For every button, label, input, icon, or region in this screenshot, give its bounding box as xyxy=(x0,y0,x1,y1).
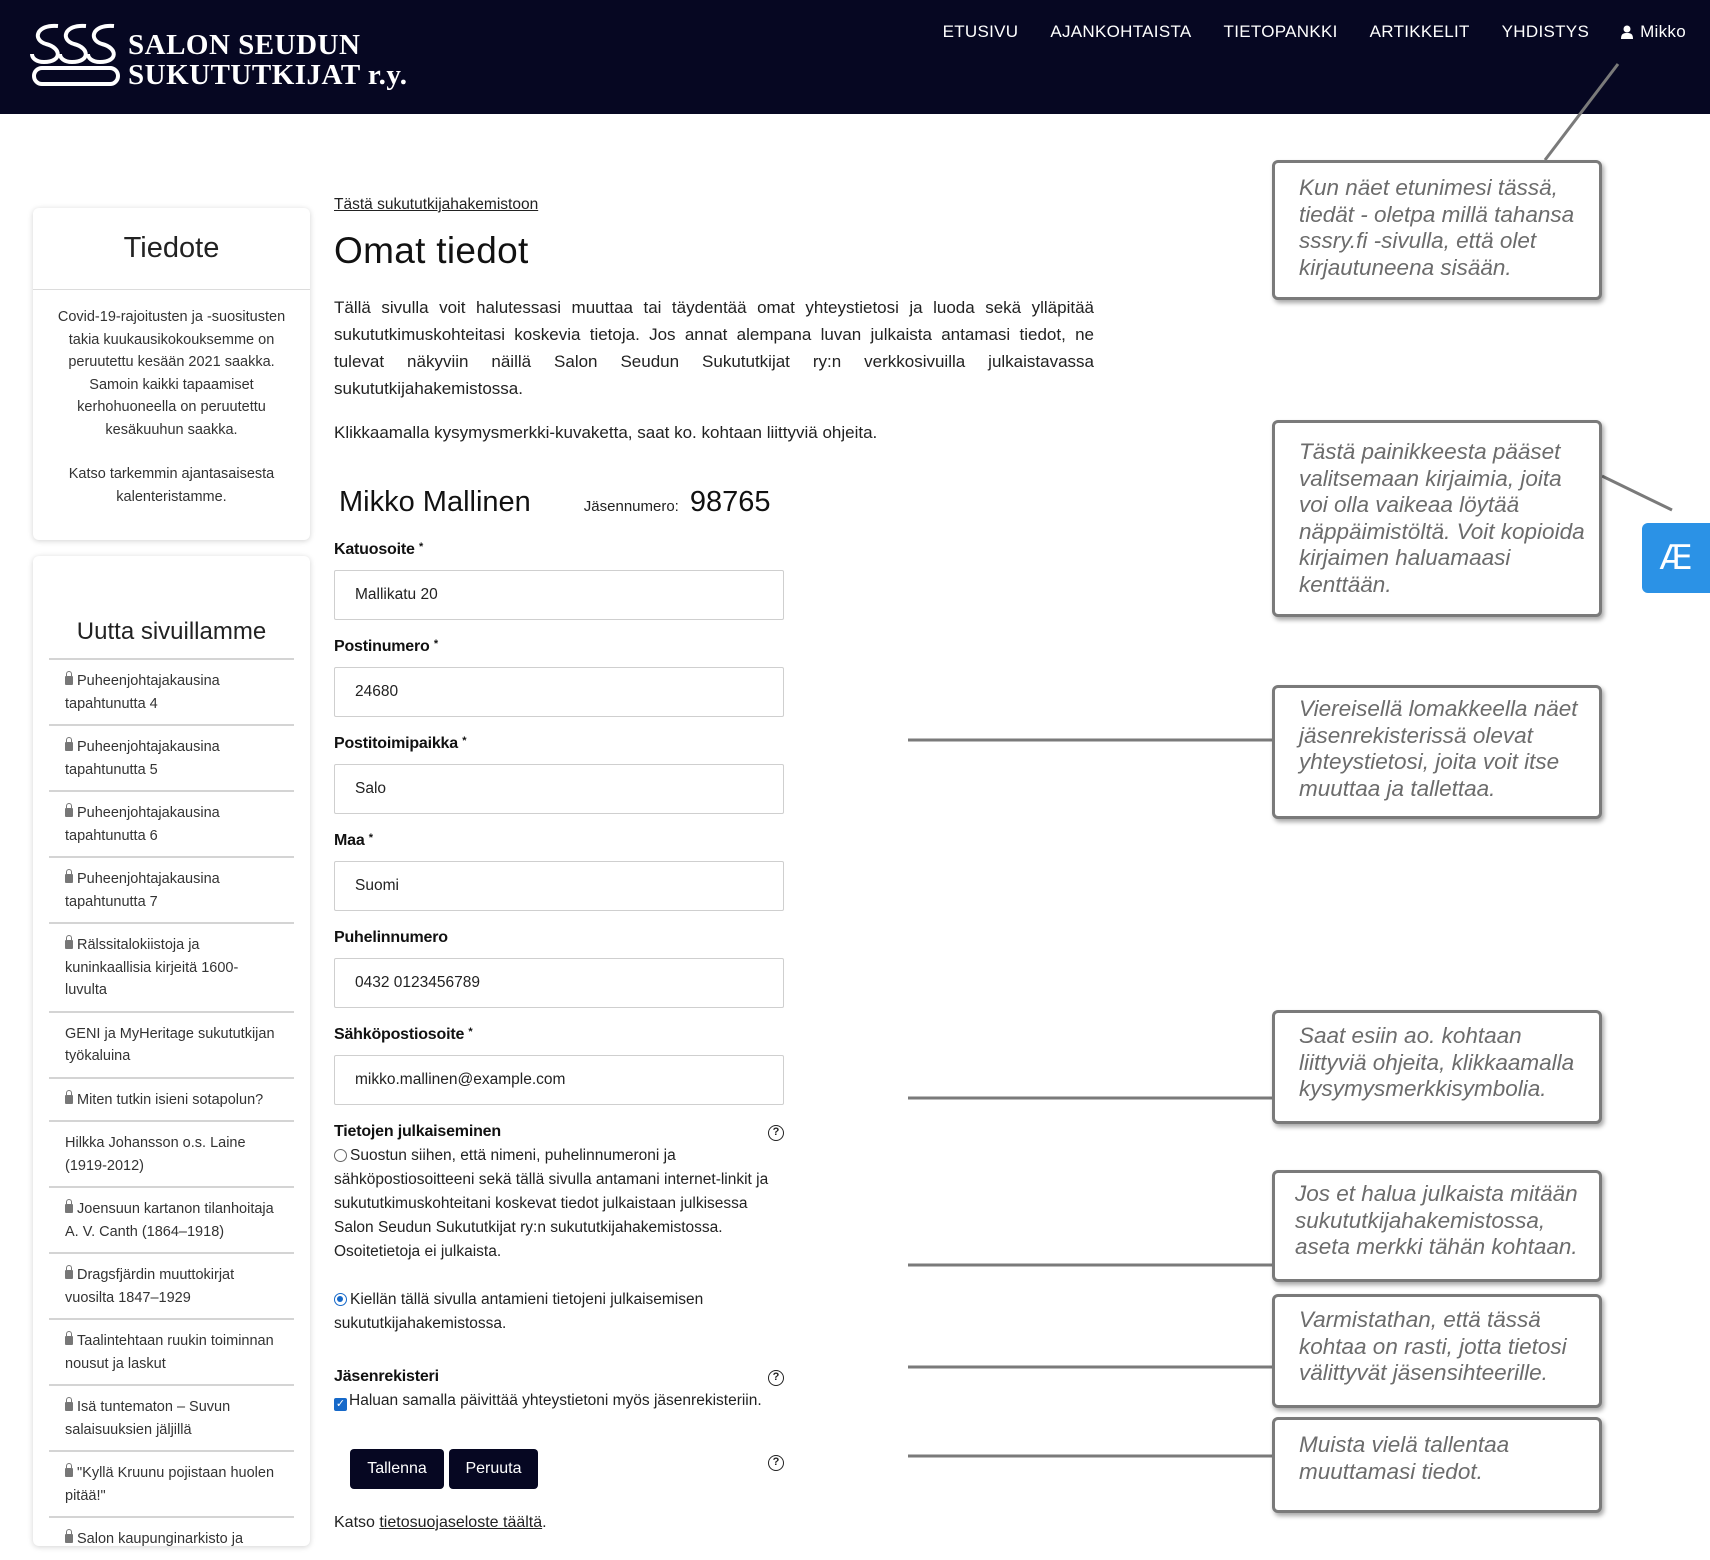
nav-artikkelit[interactable]: ARTIKKELIT xyxy=(1369,22,1470,41)
callout-registry: Varmistathan, että tässä kohtaa on rasti, jotta tietosi välittyvät jäsensihteerille. xyxy=(1272,1294,1602,1408)
logo-mark-icon xyxy=(28,18,124,90)
callout-deny-publish: Jos et halua julkaista mitään sukututkijahakemistossa, aseta merkki tähän kohtaan. xyxy=(1272,1170,1602,1282)
country-input[interactable] xyxy=(334,861,784,911)
news-title: Uutta sivuillamme xyxy=(76,618,267,645)
registry-update-checkbox[interactable]: ✓ xyxy=(335,1398,346,1410)
news-item[interactable] xyxy=(49,790,294,856)
logo-line1: SALON SEUDUN xyxy=(128,29,361,61)
callout-form: Viereisellä lomakkeella näet jäsenrekisterissä olevat yhteystietosi, joita voit itse muuttaa ja tallettaa. xyxy=(1272,685,1602,819)
lock-icon xyxy=(65,808,73,817)
lock-icon xyxy=(65,1204,73,1213)
publish-label: Tietojen julkaiseminen xyxy=(334,1123,501,1140)
email-label: Sähköpostiosoite * xyxy=(334,1026,473,1043)
directory-link[interactable]: Tästä sukututkijahakemistoon xyxy=(334,196,539,213)
news-item-label: Hilkka Johansson o.s. Laine (1919-2012) xyxy=(65,1135,246,1174)
save-help-icon[interactable]: ? xyxy=(768,1455,784,1471)
news-item[interactable] xyxy=(49,922,294,1011)
registry-section xyxy=(334,1368,784,1413)
main-nav xyxy=(927,17,1710,47)
save-button[interactable]: Tallenna xyxy=(350,1449,444,1489)
news-item[interactable] xyxy=(49,1186,294,1252)
notice-calendar-text: Katso tarkemmin ajantasaisesta kalenteristamme. xyxy=(68,466,275,505)
member-number: 98765 xyxy=(689,486,771,518)
help-instructions: Klikkaamalla kysymysmerkki-kuvaketta, saat ko. kohtaan liittyviä ohjeita. xyxy=(334,423,878,442)
street-label: Katuosoite * xyxy=(334,541,424,558)
news-item[interactable] xyxy=(49,724,294,790)
news-item[interactable] xyxy=(49,856,294,922)
news-item[interactable] xyxy=(49,1011,294,1077)
news-item-label: Miten tutkin isieni sotapolun? xyxy=(77,1091,264,1108)
nav-tietopankki[interactable]: TIETOPANKKI xyxy=(1223,22,1338,41)
registry-help-icon[interactable]: ? xyxy=(768,1370,784,1386)
publish-allow-radio[interactable] xyxy=(334,1149,347,1162)
contact-form xyxy=(334,541,1094,1532)
publish-help-icon[interactable]: ? xyxy=(768,1125,784,1141)
email-input[interactable] xyxy=(334,1055,784,1105)
user-name: Mikko xyxy=(1640,22,1686,41)
news-list xyxy=(49,658,294,1560)
lock-icon xyxy=(65,676,73,685)
lock-icon xyxy=(65,1402,73,1411)
street-input[interactable] xyxy=(334,570,784,620)
news-item-label: Dragsfjärdin muuttokirjat vuosilta 1847–1929 xyxy=(65,1267,235,1306)
city-label: Postitoimipaikka * xyxy=(334,735,467,752)
registry-label: Jäsenrekisteri xyxy=(334,1368,439,1385)
news-item-label: Rälssitalokiistoja ja kuninkaallisia kirjeitä 1600-luvulta xyxy=(65,937,239,998)
nav-ajankohtaista[interactable]: AJANKOHTAISTA xyxy=(1050,22,1192,41)
privacy-link[interactable]: tietosuojaseloste täältä xyxy=(379,1514,543,1531)
special-characters-button[interactable]: Æ xyxy=(1642,523,1710,593)
phone-label: Puhelinnumero xyxy=(334,929,448,946)
news-item-label: GENI ja MyHeritage sukututkijan työkaluina xyxy=(65,1025,275,1064)
callout-save: Muista vielä tallentaa muuttamasi tiedot. xyxy=(1272,1417,1602,1513)
logo-line2: SUKUTUTKIJAT r.y. xyxy=(128,59,408,91)
postcode-label: Postinumero * xyxy=(334,638,438,655)
news-item-label: Puheenjohtajakausina tapahtunutta 6 xyxy=(65,805,220,844)
field-postcode xyxy=(334,638,1094,717)
news-card xyxy=(33,556,310,1546)
member-name: Mikko Mallinen xyxy=(339,486,531,518)
news-item-label: Puheenjohtajakausina tapahtunutta 5 xyxy=(65,739,220,778)
publish-allow-label: Suostun siihen, että nimeni, puhelinnumeroni ja sähköpostiosoitteeni sekä tällä sivulla antamani internet-linkit ja sukututkimuskohteitani koskevat tiedot julkaistaan julkisessa Salon Seudun Sukututkijat ry:n sukututkijahakemistossa. Osoitetietoja ei julkaista. xyxy=(334,1147,769,1260)
site-header xyxy=(0,0,1710,114)
publish-allow-option[interactable] xyxy=(334,1144,784,1264)
logo-text xyxy=(128,30,408,90)
news-item[interactable] xyxy=(49,1077,294,1121)
nav-etusivu[interactable]: ETUSIVU xyxy=(942,22,1019,41)
member-number-label: Jäsennumero: xyxy=(583,498,679,515)
field-street xyxy=(334,541,1094,620)
cancel-button[interactable]: Peruuta xyxy=(449,1449,538,1489)
lock-icon xyxy=(65,1095,73,1104)
lock-icon xyxy=(65,1534,73,1543)
country-label: Maa * xyxy=(334,832,373,849)
news-item[interactable] xyxy=(49,1384,294,1450)
news-item[interactable] xyxy=(49,1450,294,1516)
callout-login: Kun näet etunimesi tässä, tiedät - oletpa millä tahansa sssry.fi -sivulla, että olet kirjautuneena sisään. xyxy=(1272,160,1602,300)
registry-update-label: Haluan samalla päivittää yhteystietoni myös jäsenrekisteriin. xyxy=(349,1392,762,1409)
news-item-label: Isä tuntematon – Suvun salaisuuksien jäljillä xyxy=(65,1399,231,1438)
user-icon xyxy=(1621,25,1633,39)
news-item-label: "Kyllä Kruunu pojistaan huolen pitää!" xyxy=(65,1465,275,1504)
field-phone xyxy=(334,929,1094,1008)
registry-update-option[interactable] xyxy=(334,1389,784,1413)
field-country xyxy=(334,832,1094,911)
lock-icon xyxy=(65,742,73,751)
news-item[interactable] xyxy=(49,658,294,724)
nav-yhdistys[interactable]: YHDISTYS xyxy=(1501,22,1590,41)
callout-help: Saat esiin ao. kohtaan liittyviä ohjeita, klikkaamalla kysymysmerkkisymbolia. xyxy=(1272,1010,1602,1124)
publish-deny-option[interactable] xyxy=(334,1288,784,1336)
callout-special-chars: Tästä painikkeesta pääset valitsemaan kirjaimia, joita voi olla vaikeaa löytää näppäimistöltä. Voit kopioida kirjaimen haluamaasi kenttään. xyxy=(1272,420,1602,617)
member-info xyxy=(334,486,1094,519)
form-actions xyxy=(334,1449,784,1489)
notice-card xyxy=(33,208,310,540)
news-item-label: Joensuun kartanon tilanhoitaja A. V. Canth (1864–1918) xyxy=(65,1201,274,1240)
lock-icon xyxy=(65,940,73,949)
news-item-label: Puheenjohtajakausina tapahtunutta 4 xyxy=(65,673,220,712)
publish-deny-label: Kiellän tällä sivulla antamieni tietojeni julkaisemisen sukututkijahakemistossa. xyxy=(334,1291,704,1332)
notice-title: Tiedote xyxy=(33,208,310,290)
privacy-note: Katso tietosuojaseloste täältä. xyxy=(334,1514,547,1531)
page-title: Omat tiedot xyxy=(334,230,529,271)
publish-deny-radio[interactable] xyxy=(334,1293,347,1306)
news-item-label: Taalintehtaan ruukin toiminnan nousut ja laskut xyxy=(65,1333,274,1372)
news-item[interactable] xyxy=(49,1120,294,1186)
publish-section xyxy=(334,1123,784,1336)
lock-icon xyxy=(65,1336,73,1345)
news-item[interactable] xyxy=(49,1318,294,1384)
notice-text: Covid-19-rajoitusten ja -suositusten takia kuukausikokouksemme on peruutettu kesään 2021 saakka. Samoin kaikki tapaamiset kerhohuoneella on peruutettu kesäkuuhun saakka. xyxy=(57,309,286,438)
field-email xyxy=(334,1026,1094,1105)
postcode-input[interactable] xyxy=(334,667,784,717)
lock-icon xyxy=(65,874,73,883)
intro-text: Tällä sivulla voit halutessasi muuttaa tai täydentää omat yhteystietosi ja luoda sekä ylläpitää sukututkimuskohteitasi koskevia tietoja. Jos annat alempana luvan julkaista antamasi tiedot, ne tulevat näkyviin näillä Salon Seudun Sukututkijat ry:n verkkosivuilla julkaistavassa sukututkijahakemistossa. xyxy=(334,298,1094,398)
news-item[interactable] xyxy=(49,1252,294,1318)
nav-user-menu[interactable] xyxy=(1605,17,1710,47)
main-content xyxy=(334,196,1094,1532)
field-city xyxy=(334,735,1094,814)
phone-input[interactable] xyxy=(334,958,784,1008)
lock-icon xyxy=(65,1468,73,1477)
lock-icon xyxy=(65,1270,73,1279)
news-item-label: Puheenjohtajakausina tapahtunutta 7 xyxy=(65,871,220,910)
city-input[interactable] xyxy=(334,764,784,814)
news-item-label: Salon kaupunginarkisto ja xyxy=(77,1531,244,1547)
news-item[interactable] xyxy=(49,1516,294,1560)
site-logo[interactable] xyxy=(28,14,448,104)
